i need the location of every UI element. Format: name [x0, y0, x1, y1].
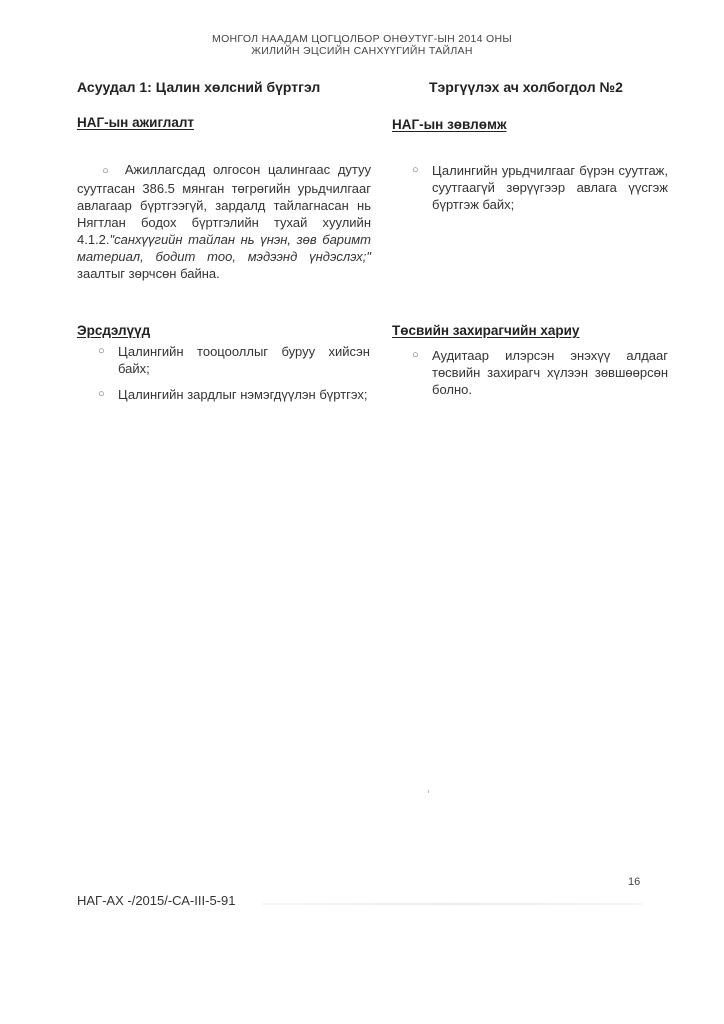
issue-title: Асуудал 1: Цалин хөлсний бүртгэл [77, 79, 321, 95]
bullet-circle-icon: ○ [98, 345, 105, 357]
header-line-2: ЖИЛИЙН ЭЦСИЙН САНХҮҮГИЙН ТАЙЛАН [251, 45, 473, 57]
bullet-circle-icon: ○ [412, 164, 419, 176]
bullet-circle-icon: ○ [98, 165, 113, 177]
recommendation-title: НАГ-ын зөвлөмж [392, 117, 507, 132]
risks-title: Эрсдэлүүд [77, 323, 151, 338]
observation-text-italic: "санхүүгийн тайлан нь үнэн, зөв баримт материал, бодит тоо, мэдээнд үндэслэх;" [77, 232, 371, 264]
observation-text [77, 161, 371, 282]
risk-item: ○ Цалингийн зардлыг нэмэгдүүлэн бүртгэх; [98, 387, 368, 402]
significance-title: Тэргүүлэх ач холбогдол №2 [429, 79, 623, 95]
scan-artifact [262, 903, 642, 905]
bullet-circle-icon: ○ [98, 388, 105, 400]
observation-title: НАГ-ын ажиглалт [77, 115, 195, 130]
header-line-1: МОНГОЛ НААДАМ ЦОГЦОЛБОР ОНӨУТҮГ-ЫН 2014 ОНЫ [212, 33, 512, 45]
management-response-title: Төсвийн захирагчийн хариу [392, 323, 580, 338]
management-response-item: ○ Аудитаар илэрсэн энэхүү алдааг төсвийн захирагч хүлээн зөвшөөрсөн болно. [412, 348, 668, 397]
footer-code: НАГ-АХ -/2015/-СА-III-5-91 [77, 893, 236, 908]
risk-item: ○ Цалингийн тооцооллыг буруу хийсэн байх; [98, 344, 370, 376]
document-header [0, 33, 724, 57]
scan-speck [428, 790, 429, 793]
observation-text-end: заалтыг зөрчсөн байна. [77, 266, 220, 281]
recommendation-item: ○ Цалингийн урьдчилгааг бүрэн суутгаж, суутгаагүй зөрүүгээр авлага үүсгэж бүртгэж байх; [412, 163, 668, 212]
page-number: 16 [628, 876, 641, 888]
observation-text-plain: Ажиллагсдад олгосон цалингаас дутуу суутгасан 386.5 мянган төгрөгийн урьдчилгааг авлагаар бүртгээгүй, зардалд тайлагнасан нь Нягтлан бодох бүртгэлийн тухай хуулийн 4.1.2. [77, 162, 371, 247]
bullet-circle-icon: ○ [412, 349, 419, 361]
